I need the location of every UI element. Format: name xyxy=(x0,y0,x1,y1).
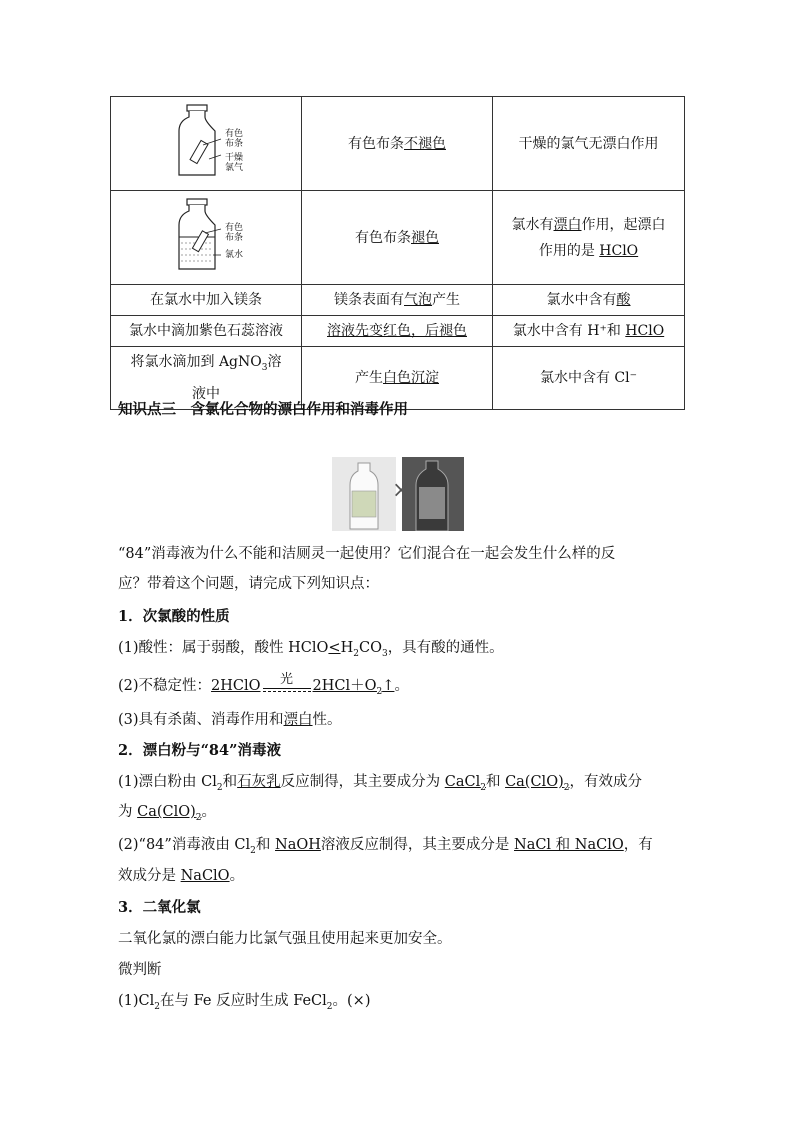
table-row xyxy=(111,316,685,347)
dry-chlorine-bottle-figure: 有色 布条 干燥 氯气 xyxy=(111,97,302,191)
conclusion-cell: 氯水有漂白作用，起漂白 作用的是 HClO xyxy=(493,191,685,285)
conclusion-cell: 氯水中含有 Cl⁻ xyxy=(493,347,685,410)
result-cell: 有色布条褪色 xyxy=(302,191,493,285)
judgment-heading: 微判断 xyxy=(118,962,162,978)
experiment-table xyxy=(110,96,685,410)
judgment-item: $(1)Cl_2$在与 Fe 反应时生成 FeCl$_2$。(×) xyxy=(118,993,371,1012)
table-row xyxy=(111,285,685,316)
table-row xyxy=(111,191,685,285)
effective-component-line: 为 $Ca(ClO)_2$。 xyxy=(118,804,217,823)
instability-line: (2)不稳定性：2HClO 光 $2HCl+O_2↑$。 xyxy=(118,672,688,702)
table-row xyxy=(111,97,685,191)
result-cell: 镁条表面有气泡产生 xyxy=(302,285,493,316)
intro-line: 应？带着这个问题，请完成下列知识点： xyxy=(118,576,379,592)
operation-cell: 将氯水滴加到 AgNO$_3$溶 液中 xyxy=(111,347,302,410)
bottle-icon xyxy=(117,99,295,179)
disinfectant-line: (2)“84”消毒液由 $Cl_2$和 NaOH溶液反应制得，其主要成分是 NaCl 和 NaClO，有 xyxy=(118,837,653,856)
chlorine-dioxide-line: 二氧化氯的漂白能力比氯气强且使用起来更加安全。 xyxy=(118,931,452,947)
result-cell: 产生白色沉淀 xyxy=(302,347,493,410)
acidity-line: (1)酸性：属于弱酸，酸性 $HClO<H_2CO_3$，具有酸的通性。 xyxy=(118,640,504,659)
intro-line: “84”消毒液为什么不能和洁厕灵一起使用？它们混合在一起会发生什么样的反 xyxy=(118,546,616,562)
conclusion-cell: 氯水中含有酸 xyxy=(493,285,685,316)
conclusion-cell: 氯水中含有 H⁺和 HClO xyxy=(493,316,685,347)
heading-1: 1．次氯酸的性质 xyxy=(118,608,230,625)
result-cell: 有色布条不褪色 xyxy=(302,97,493,191)
operation-cell: 在氯水中加入镁条 xyxy=(111,285,302,316)
conclusion-cell: 干燥的氯气无漂白作用 xyxy=(493,97,685,191)
result-cell: 溶液先变红色，后褪色 xyxy=(302,316,493,347)
heading-2: 2．漂白粉与“84”消毒液 xyxy=(118,742,281,759)
chlorine-water-bottle-figure: 有色 布条 氯水 xyxy=(111,191,302,285)
operation-cell: 氯水中滴加紫色石蕊溶液 xyxy=(111,316,302,347)
heading-3: 3．二氧化氯 xyxy=(118,899,201,916)
reaction-arrow: 光 xyxy=(263,672,311,700)
section-title: 知识点三 含氯化合物的漂白作用和消毒作用 xyxy=(118,401,408,418)
bottle-with-water-icon xyxy=(117,193,295,273)
effective-component-line: 效成分是 NaClO。 xyxy=(118,868,245,884)
bleaching-powder-line: (1)漂白粉由 $Cl_2$和石灰乳反应制得，其主要成分为 CaCl$_2$和 $Ca(ClO)_2$，有效成分 xyxy=(118,774,642,793)
cross-icon: × xyxy=(392,478,411,503)
bleach-line: (3)具有杀菌、消毒作用和漂白性。 xyxy=(118,712,342,728)
